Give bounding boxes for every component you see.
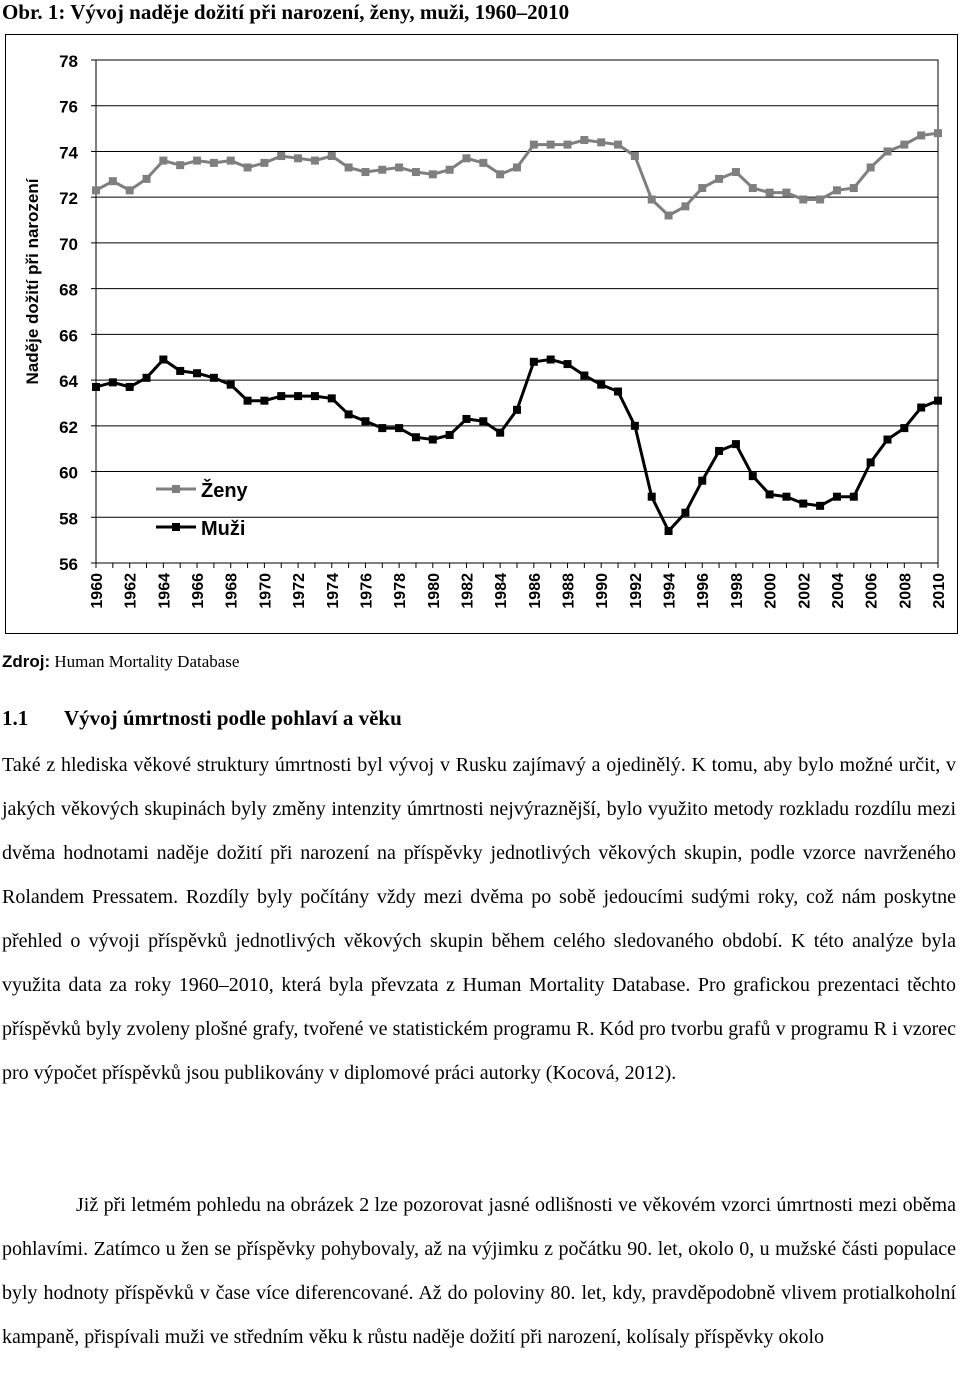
data-point (547, 356, 555, 364)
y-tick-label: 62 (59, 417, 78, 437)
x-tick-label: 1998 (728, 573, 746, 609)
data-point (479, 159, 487, 167)
x-tick-label: 1982 (459, 573, 477, 609)
data-point (143, 374, 151, 382)
x-tick-label: 1964 (156, 573, 174, 609)
legend-marker (172, 523, 180, 531)
data-point (126, 383, 134, 391)
x-tick-label: 2000 (762, 573, 780, 609)
data-point (883, 436, 891, 444)
data-point (698, 184, 706, 192)
x-tick-label: 1974 (324, 573, 342, 609)
x-tick-label: 2004 (829, 573, 847, 609)
data-point (900, 424, 908, 432)
data-point (260, 397, 268, 405)
legend-marker (172, 485, 180, 493)
data-point (462, 415, 470, 423)
x-tick-label: 2006 (863, 573, 881, 609)
data-point (446, 166, 454, 174)
data-point (345, 163, 353, 171)
data-point (547, 141, 555, 149)
data-point (631, 152, 639, 160)
y-tick-label: 60 (59, 463, 78, 483)
series-line (96, 360, 938, 532)
x-tick-label: 1986 (526, 573, 544, 609)
data-point (564, 141, 572, 149)
data-point (580, 372, 588, 380)
data-point (311, 157, 319, 165)
data-point (816, 195, 824, 203)
data-point (412, 168, 420, 176)
legend-label: Muži (201, 518, 246, 540)
data-point (244, 397, 252, 405)
data-point (513, 163, 521, 171)
data-point (597, 381, 605, 389)
data-point (277, 392, 285, 400)
data-point (311, 392, 319, 400)
data-point (648, 195, 656, 203)
data-point (277, 152, 285, 160)
data-point (782, 189, 790, 197)
x-tick-label: 1962 (122, 573, 140, 609)
data-point (917, 131, 925, 139)
x-tick-label: 1978 (392, 573, 410, 609)
x-tick-label: 1988 (560, 573, 578, 609)
section-heading (2, 706, 402, 731)
data-point (378, 166, 386, 174)
data-point (429, 170, 437, 178)
data-point (412, 433, 420, 441)
data-point (109, 378, 117, 386)
data-point (681, 509, 689, 517)
y-tick-label: 78 (59, 52, 78, 71)
series-line (96, 133, 938, 215)
data-point (934, 397, 942, 405)
data-point (900, 141, 908, 149)
data-point (395, 424, 403, 432)
x-tick-label: 2002 (796, 573, 814, 609)
y-tick-label: 74 (59, 143, 78, 163)
data-point (564, 360, 572, 368)
data-point (580, 136, 588, 144)
data-point (917, 404, 925, 412)
data-point (631, 422, 639, 430)
data-point (732, 168, 740, 176)
data-point (614, 141, 622, 149)
x-tick-label: 2008 (897, 573, 915, 609)
data-point (193, 157, 201, 165)
data-point (395, 163, 403, 171)
data-point (715, 175, 723, 183)
data-point (799, 195, 807, 203)
y-tick-label: 66 (59, 326, 78, 346)
data-point (345, 410, 353, 418)
y-tick-label: 76 (59, 97, 78, 117)
legend-label: Ženy (201, 480, 248, 502)
section-title: Vývoj úmrtnosti podle pohlaví a věku (64, 706, 402, 730)
data-point (715, 447, 723, 455)
data-point (109, 177, 117, 185)
data-point (210, 374, 218, 382)
x-tick-label: 1976 (358, 573, 376, 609)
data-point (176, 367, 184, 375)
data-point (227, 157, 235, 165)
data-point (766, 490, 774, 498)
data-point (227, 381, 235, 389)
data-point (867, 163, 875, 171)
data-point (210, 159, 218, 167)
y-tick-label: 68 (59, 280, 78, 300)
data-point (665, 527, 673, 535)
data-point (92, 186, 100, 194)
data-point (159, 157, 167, 165)
data-point (513, 406, 521, 414)
data-point (328, 152, 336, 160)
data-point (681, 202, 689, 210)
data-point (126, 186, 134, 194)
x-tick-label: 1996 (695, 573, 713, 609)
data-point (496, 429, 504, 437)
data-point (361, 417, 369, 425)
source-value: Human Mortality Database (50, 652, 240, 671)
data-point (176, 161, 184, 169)
data-point (446, 431, 454, 439)
data-point (159, 356, 167, 364)
data-point (294, 392, 302, 400)
y-tick-label: 56 (59, 555, 78, 574)
data-point (850, 184, 858, 192)
x-tick-label: 1984 (493, 573, 511, 609)
data-point (462, 154, 470, 162)
data-point (92, 383, 100, 391)
life-expectancy-chart (6, 35, 957, 633)
source-line (2, 652, 239, 672)
data-point (614, 388, 622, 396)
y-tick-label: 70 (59, 234, 78, 254)
data-point (816, 502, 824, 510)
data-point (850, 493, 858, 501)
data-point (732, 440, 740, 448)
paragraph-1 (2, 743, 956, 1095)
data-point (749, 472, 757, 480)
x-tick-label: 1966 (190, 573, 208, 609)
data-point (479, 417, 487, 425)
data-point (833, 186, 841, 194)
data-point (833, 493, 841, 501)
data-point (766, 189, 774, 197)
x-tick-label: 1972 (291, 573, 309, 609)
x-tick-label: 1990 (594, 573, 612, 609)
data-point (429, 436, 437, 444)
chart-frame (5, 34, 958, 634)
data-point (665, 211, 673, 219)
y-tick-label: 72 (59, 189, 78, 209)
x-tick-label: 1992 (627, 573, 645, 609)
source-label: Zdroj: (2, 652, 51, 671)
data-point (799, 500, 807, 508)
data-point (597, 138, 605, 146)
x-tick-label: 1960 (89, 573, 106, 609)
x-tick-label: 1970 (257, 573, 275, 609)
x-tick-label: 2010 (931, 573, 948, 609)
data-point (698, 477, 706, 485)
y-tick-label: 58 (59, 509, 78, 529)
data-point (867, 458, 875, 466)
figure-title: Obr. 1: Vývoj naděje dožití při narození, ženy, muži, 1960–2010 (2, 0, 570, 24)
data-point (260, 159, 268, 167)
data-point (934, 129, 942, 137)
data-point (530, 358, 538, 366)
data-point (749, 184, 757, 192)
paragraph-text: Také z hlediska věkové struktury úmrtnosti byl vývoj v Rusku zajímavý a ojedinělý. K tomu, aby bylo možné určit, v jakých věkových skupinách byly změny intenzity úmrtnosti nejvýraznější, bylo využito metody rozkladu rozdílu mezi dvěma hodnotami naděje dožití při narození na příspěvky jednotlivých věkových skupin, podle vzorce navrženého Rolandem Pressatem. Rozdíly byly počítány vždy mezi dvěma po sobě jedoucími sudými roky, což nám poskytne přehled o vývoji příspěvků jednotlivých věkových skupin během celého sledovaného období. K této analýze byla využita data za roky 1960–2010, která byla převzata z Human Mortality Database. Pro grafickou prezentaci těchto příspěvků byly zvoleny plošné grafy, tvořené ve statistickém programu R. Kód pro tvorbu grafů v programu R i vzorec pro výpočet příspěvků jsou publikovány v diplomové práci autorky (Kocová, 2012). (2, 754, 956, 1084)
data-point (193, 369, 201, 377)
data-point (361, 168, 369, 176)
data-point (378, 424, 386, 432)
section-number: 1.1 (2, 706, 29, 730)
paragraph-2 (2, 1183, 956, 1359)
x-tick-label: 1968 (223, 573, 241, 609)
data-point (294, 154, 302, 162)
paragraph-text: Již při letmém pohledu na obrázek 2 lze pozorovat jasné odlišnosti ve věkovém vzorci úmrtnosti mezi oběma pohlavími. Zatímco u žen se příspěvky pohybovaly, až na výjimku z počátku 90. let, okolo 0, u mužské části populace byly hodnoty příspěvků v čase více diferencované. Až do poloviny 80. let, kdy, pravděpodobně vlivem protialkoholní kampaně, přispívali muži ve středním věku k růstu naděje dožití při narození, kolísaly příspěvky okolo (2, 1194, 956, 1348)
data-point (782, 493, 790, 501)
x-tick-label: 1980 (425, 573, 443, 609)
y-tick-label: 64 (59, 372, 78, 392)
x-tick-label: 1994 (661, 573, 679, 609)
y-axis-label: Naděje dožití při narození (23, 178, 42, 385)
data-point (143, 175, 151, 183)
data-point (648, 493, 656, 501)
data-point (244, 163, 252, 171)
data-point (328, 394, 336, 402)
data-point (496, 170, 504, 178)
data-point (530, 141, 538, 149)
data-point (883, 147, 891, 155)
